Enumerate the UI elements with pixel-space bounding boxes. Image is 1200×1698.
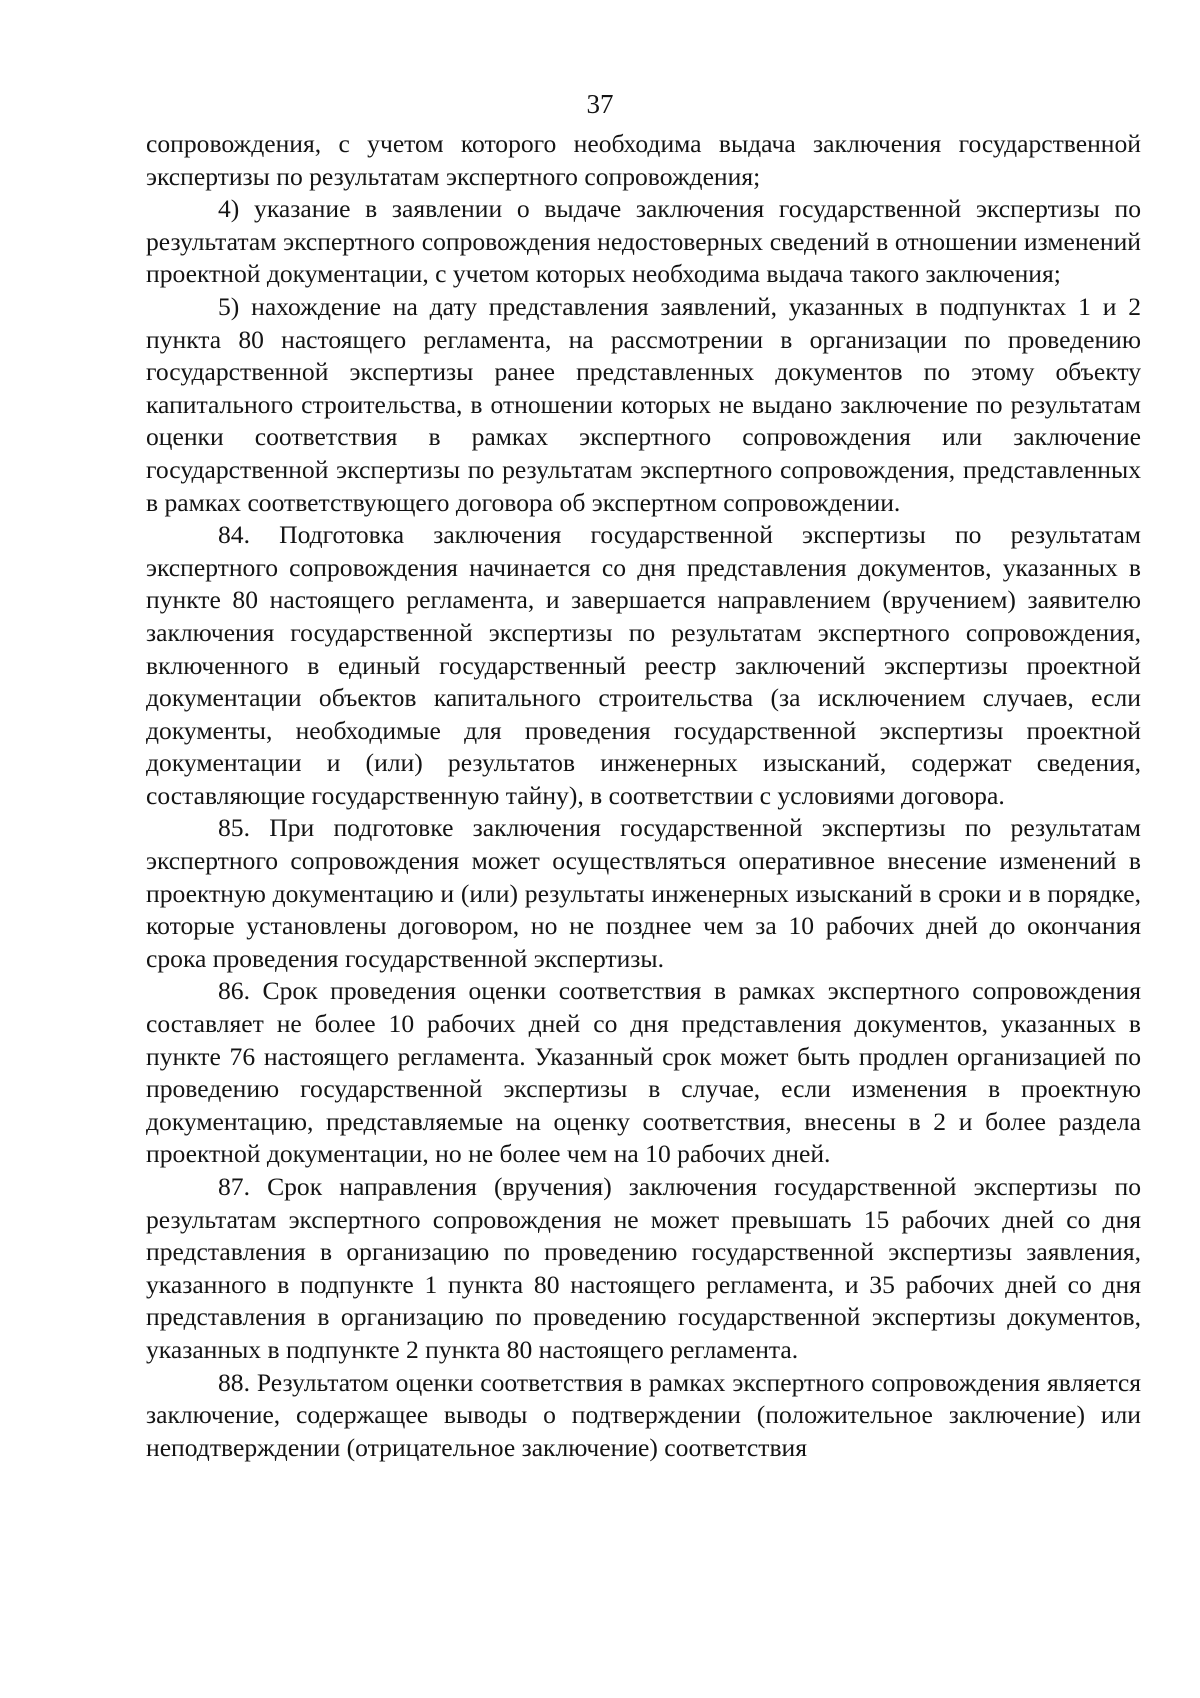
paragraph-85: 85. При подготовке заключения государственной экспертизы по результатам экспертного сопровождения может осуществляться оперативное внесение изменений в проектную документацию и (или) результаты инженерных изысканий в сроки и в порядке, которые установлены договором, но не позднее чем за 10 рабочих дней до окончания срока проведения государственной экспертизы.: [146, 813, 1141, 973]
paragraph-continuation: сопровождения, с учетом которого необходима выдача заключения государственной экспертизы по результатам экспертного сопровождения;: [146, 129, 1141, 191]
page-number: 37: [586, 89, 614, 119]
paragraph-item-4: 4) указание в заявлении о выдаче заключения государственной экспертизы по результатам экспертного сопровождения недостоверных сведений в отношении изменений проектной документации, с учетом которых необходима выдача такого заключения;: [146, 194, 1141, 289]
paragraph-86: 86. Срок проведения оценки соответствия в рамках экспертного сопровождения составляет не более 10 рабочих дней со дня представления документов, указанных в пункте 76 настоящего регламента. Указанный срок может быть продлен организацией по проведению государственной экспертизы в случае, если изменения в проектную документацию, представляемые на оценку соответствия, внесены в 2 и более раздела проектной документации, но не более чем на 10 рабочих дней.: [146, 976, 1141, 1169]
paragraph-87: 87. Срок направления (вручения) заключения государственной экспертизы по результатам экспертного сопровождения не может превышать 15 рабочих дней со дня представления в организацию по проведению государственной экспертизы заявления, указанного в подпункте 1 пункта 80 настоящего регламента, и 35 рабочих дней со дня представления в организацию по проведению государственной экспертизы документов, указанных в подпункте 2 пункта 80 настоящего регламента.: [146, 1172, 1141, 1364]
paragraph-84: 84. Подготовка заключения государственной экспертизы по результатам экспертного сопровождения начинается со дня представления документов, указанных в пункте 80 настоящего регламента, и завершается направлением (вручением) заявителю заключения государственной экспертизы по результатам экспертного сопровождения, включенного в единый государственный реестр заключений экспертизы проектной документации объектов капитального строительства (за исключением случаев, если документы, необходимые для проведения государственной экспертизы проектной документации и (или) результатов инженерных изысканий, содержат сведения, составляющие государственную тайну), в соответствии с условиями договора.: [146, 520, 1141, 810]
paragraph-item-5: 5) нахождение на дату представления заявлений, указанных в подпунктах 1 и 2 пункта 80 настоящего регламента, на рассмотрении в организации по проведению государственной экспертизы ранее представленных документов по этому объекту капитального строительства, в отношении которых не выдано заключение по результатам оценки соответствия в рамках экспертного сопровождения или заключение государственной экспертизы по результатам экспертного сопровождения, представленных в рамках соответствующего договора об экспертном сопровождении.: [146, 291, 1141, 517]
paragraph-88: 88. Результатом оценки соответствия в рамках экспертного сопровождения является заключение, содержащее выводы о подтверждении (положительное заключение) или неподтверждении (отрицательное заключение) соответствия: [146, 1367, 1141, 1462]
document-body: [146, 128, 1141, 1464]
